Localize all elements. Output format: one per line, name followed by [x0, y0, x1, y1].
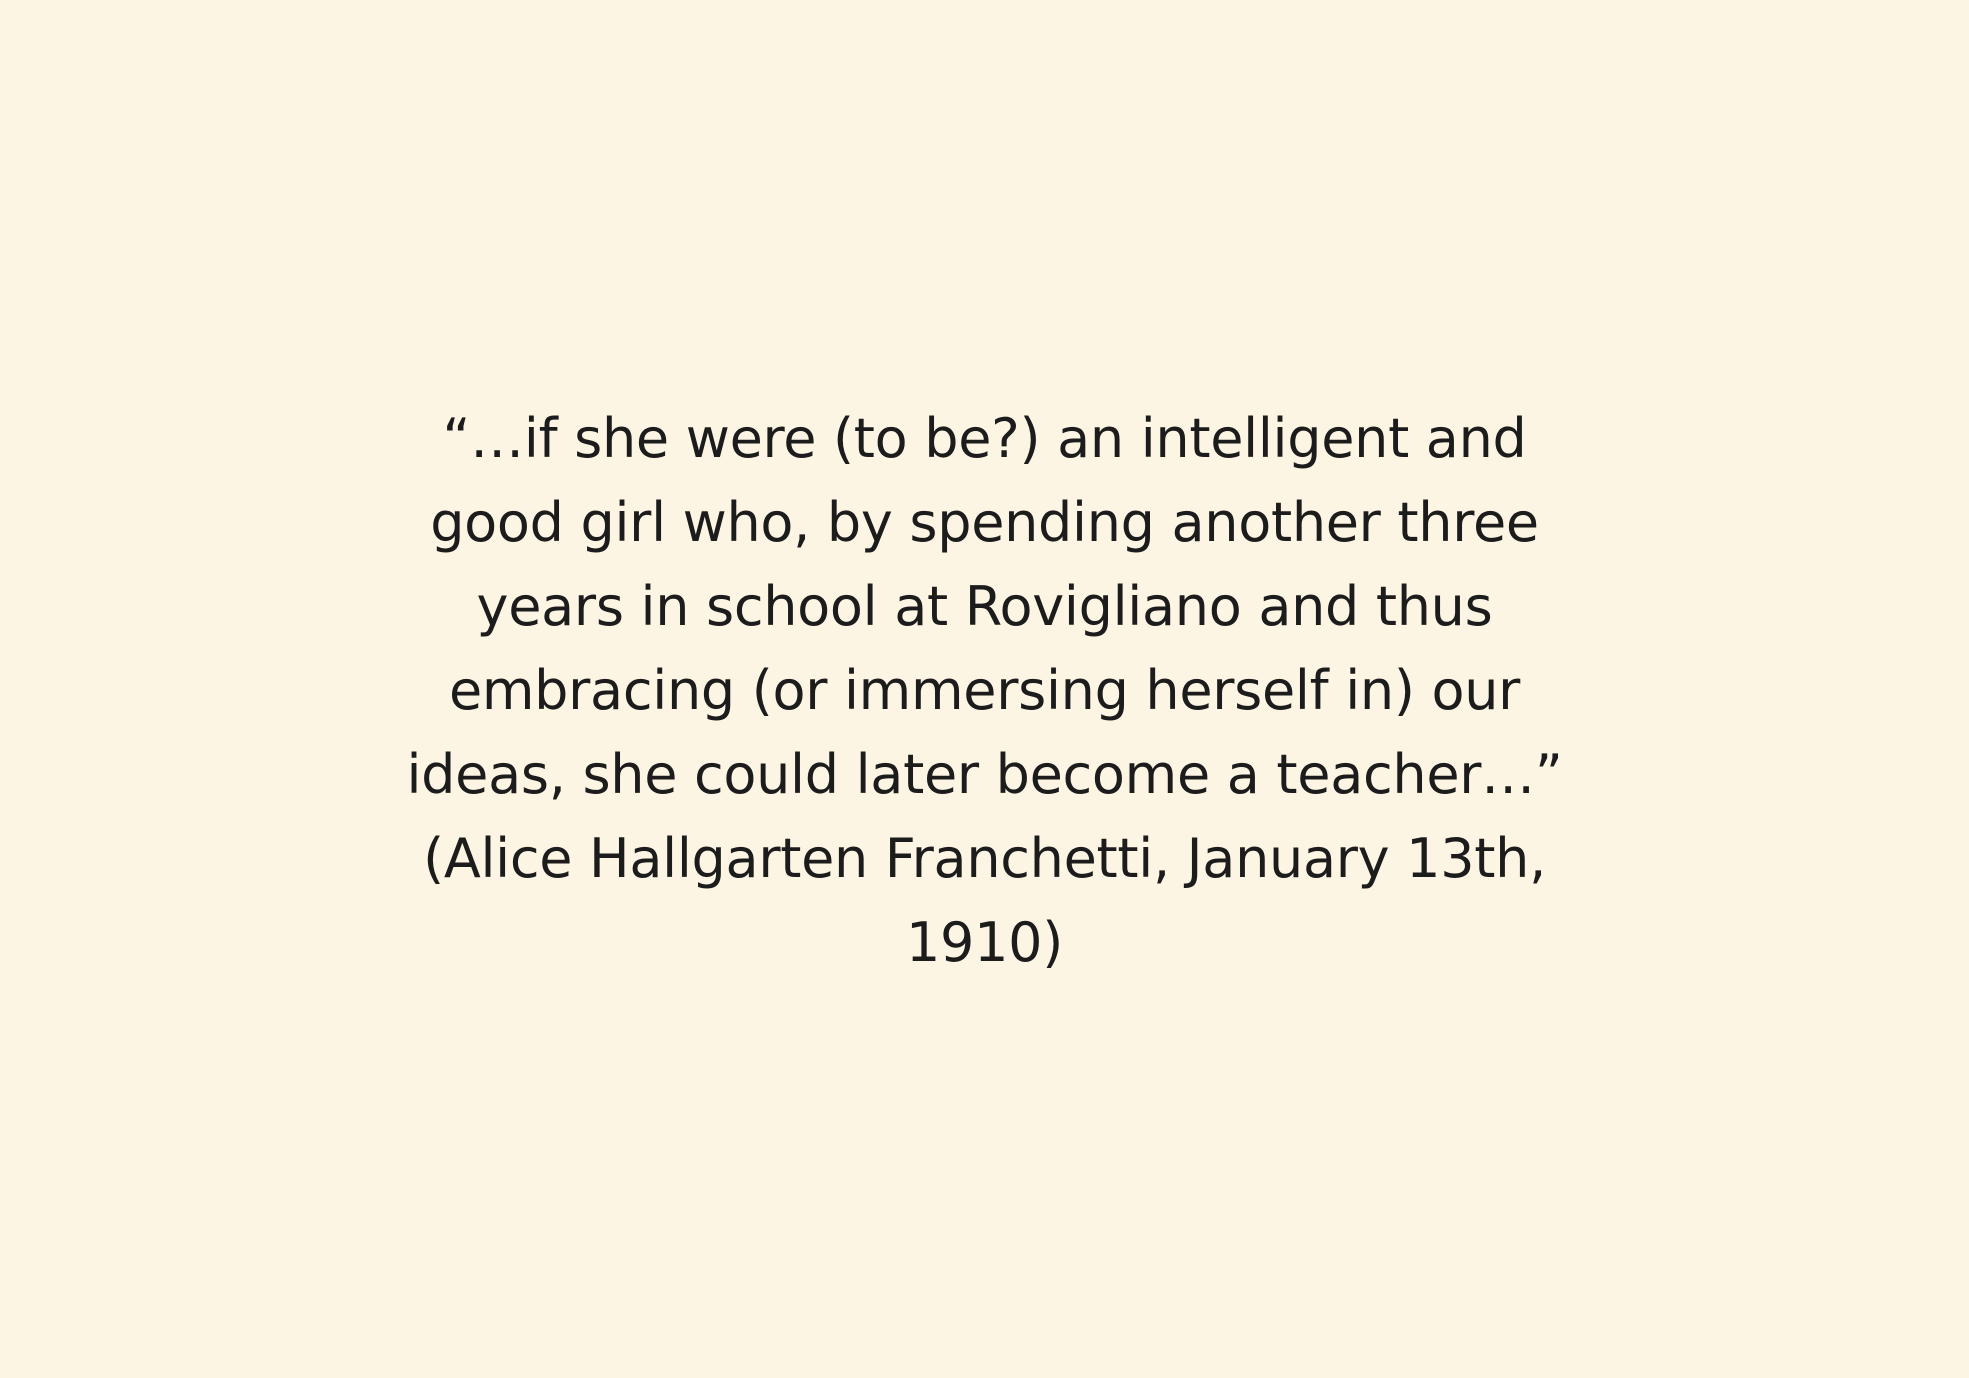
quote-line-2: good girl who, by spending another three	[430, 491, 1539, 554]
quote-line-4: embracing (or immersing herself in) our	[448, 659, 1521, 722]
attribution-line-1: (Alice Hallgarten Franchetti, January 13th,	[423, 827, 1546, 890]
quote-line-5: ideas, she could later become a teacher…”	[406, 743, 1563, 806]
quote-line-1: “…if she were (to be?) an intelligent and	[442, 407, 1527, 470]
attribution-line-2: 1910)	[906, 911, 1063, 974]
quote-block	[0, 397, 1969, 985]
quote-line-3: years in school at Rovigliano and thus	[476, 575, 1493, 638]
